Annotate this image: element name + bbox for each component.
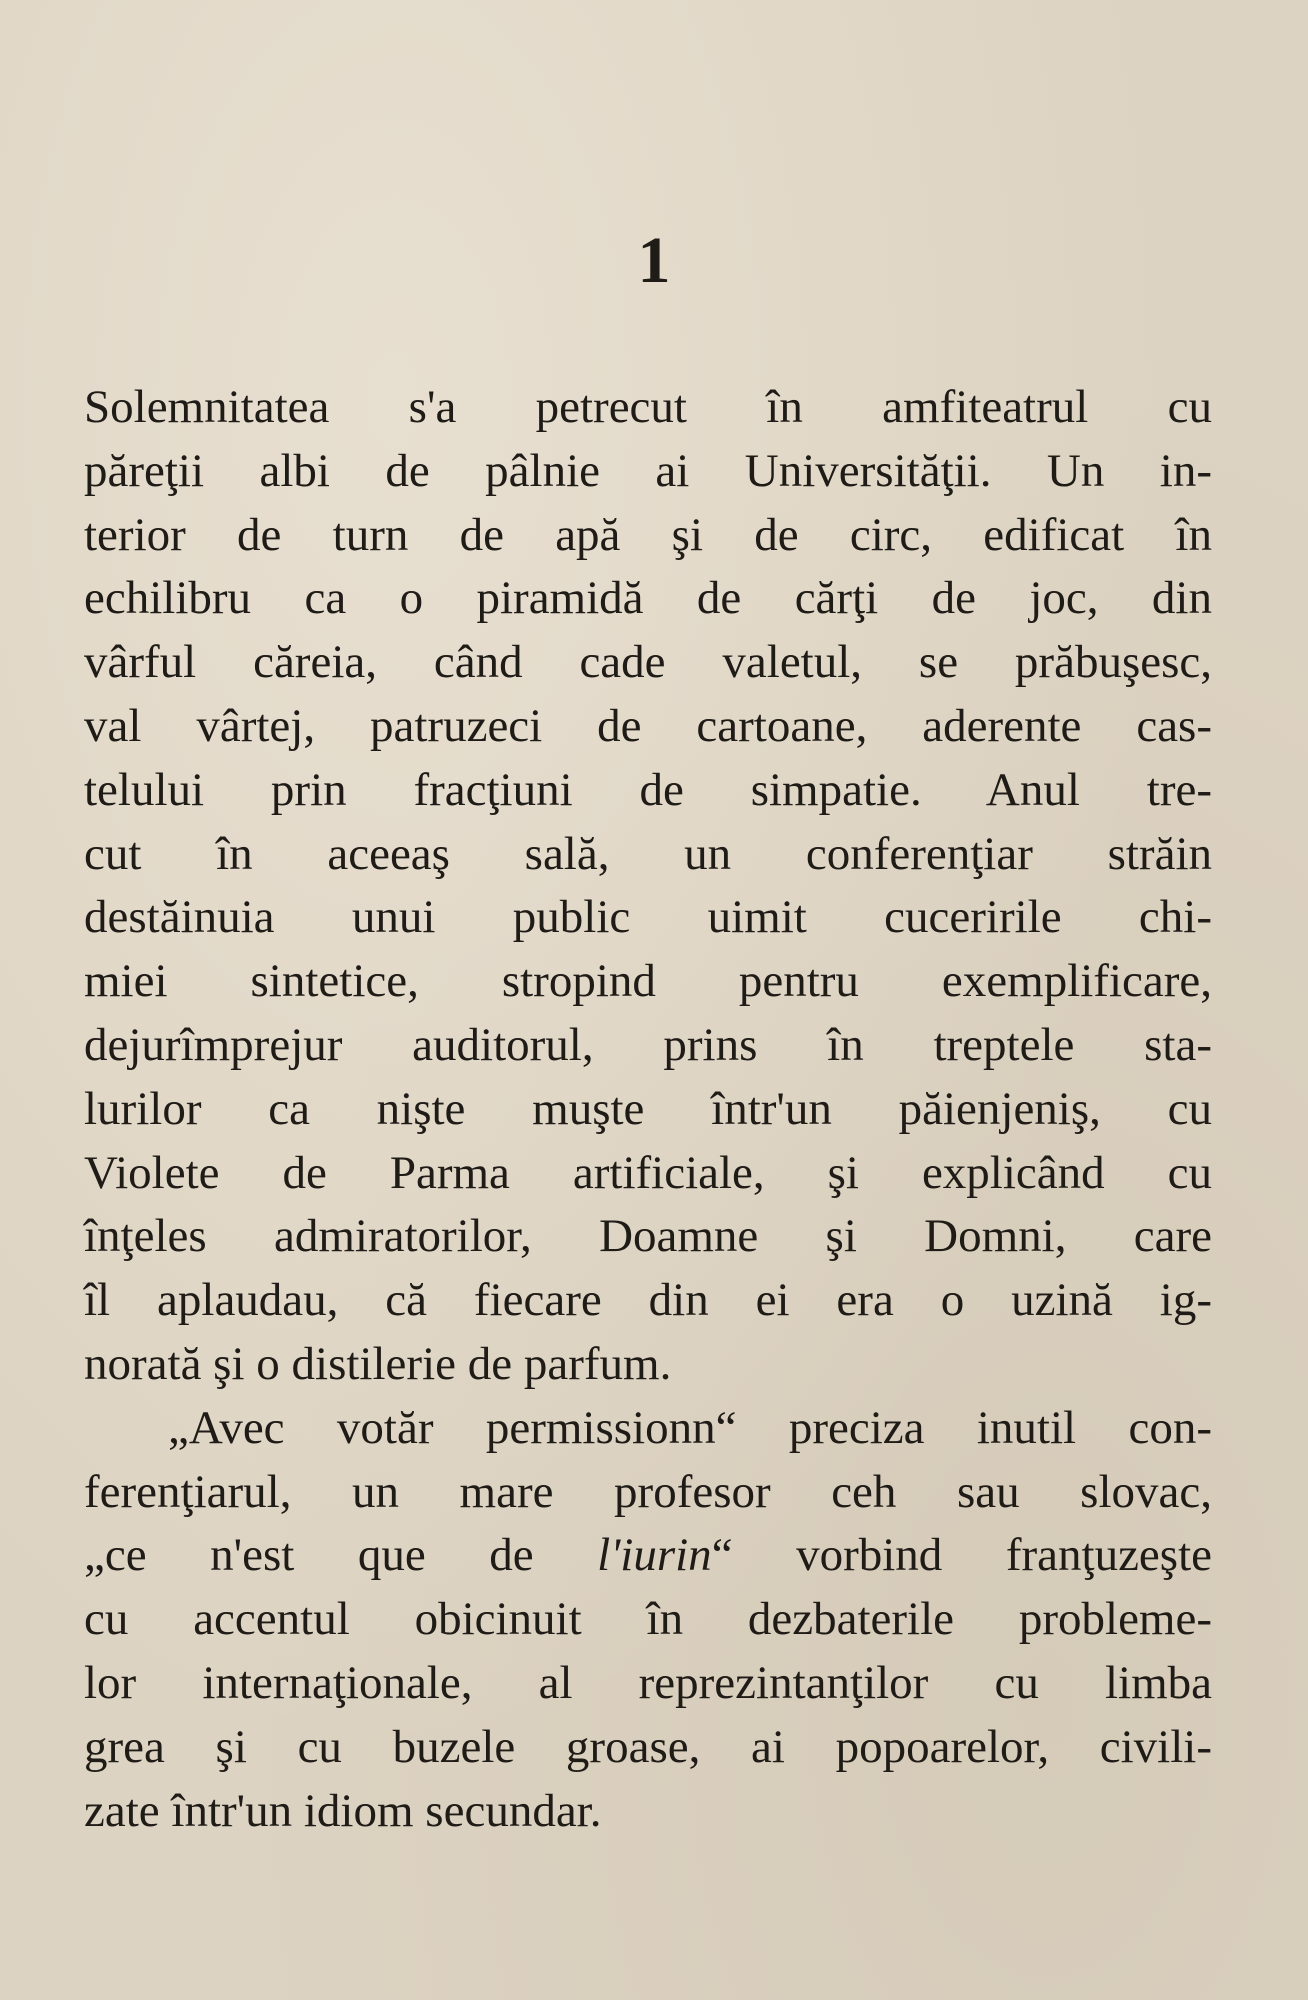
chapter-number: 1 xyxy=(637,224,671,297)
text-line: terior de turn de apă şi de circ, edificat în xyxy=(84,508,1212,561)
text-line: ferenţiarul, un mare profesor ceh sau slovac, xyxy=(84,1465,1212,1518)
italic-line-prefix: „ce n'est que de xyxy=(84,1529,598,1582)
paragraph-2 xyxy=(84,1397,1212,1844)
text-line: înţeles admiratorilor, Doamne şi Domni, care xyxy=(84,1210,1212,1263)
text-line-with-italic xyxy=(84,1524,1212,1588)
text-line: cu accentul obicinuit în dezbaterile probleme- xyxy=(84,1593,1212,1646)
paragraph-1 xyxy=(84,376,1212,1397)
text-line: vârful căreia, când cade valetul, se prăbuşesc, xyxy=(84,636,1212,689)
text-line: Violete de Parma artificiale, şi explicând cu xyxy=(84,1146,1212,1199)
text-line: telului prin fracţiuni de simpatie. Anul tre- xyxy=(84,763,1212,816)
body-text xyxy=(84,376,1212,1843)
text-line: norată şi o distilerie de parfum. xyxy=(84,1337,672,1390)
text-line: val vârtej, patruzeci de cartoane, aderente cas- xyxy=(84,699,1212,752)
text-line: destăinuia unui public uimit cuceririle chi- xyxy=(84,891,1212,944)
text-line: miei sintetice, stropind pentru exemplificare, xyxy=(84,955,1212,1008)
text-line: lor internaţionale, al reprezintanţilor cu limba xyxy=(84,1656,1212,1709)
text-line: cut în aceeaş sală, un conferenţiar străin xyxy=(84,827,1212,880)
text-line: îl aplaudau, că fiecare din ei era o uzină ig- xyxy=(84,1274,1212,1327)
text-line: păreţii albi de pâlnie ai Universităţii. Un in- xyxy=(84,444,1212,497)
text-line: grea şi cu buzele groase, ai popoarelor, civili- xyxy=(84,1720,1212,1773)
italic-word: l'iurin xyxy=(597,1529,712,1582)
text-line: Solemnitatea s'a petrecut în amfiteatrul cu xyxy=(84,381,1212,433)
text-line: „Avec votăr permissionn“ preciza inutil con- xyxy=(168,1401,1212,1454)
text-line: lurilor ca nişte muşte într'un păienjeniş, cu xyxy=(84,1082,1212,1135)
text-line: echilibru ca o piramidă de cărţi de joc, din xyxy=(84,572,1212,625)
text-line: zate într'un idiom secundar. xyxy=(84,1784,602,1837)
italic-line-suffix: “ vorbind franţuzeşte xyxy=(711,1529,1212,1582)
text-line: dejurîmprejur auditorul, prins în treptele sta- xyxy=(84,1018,1212,1071)
